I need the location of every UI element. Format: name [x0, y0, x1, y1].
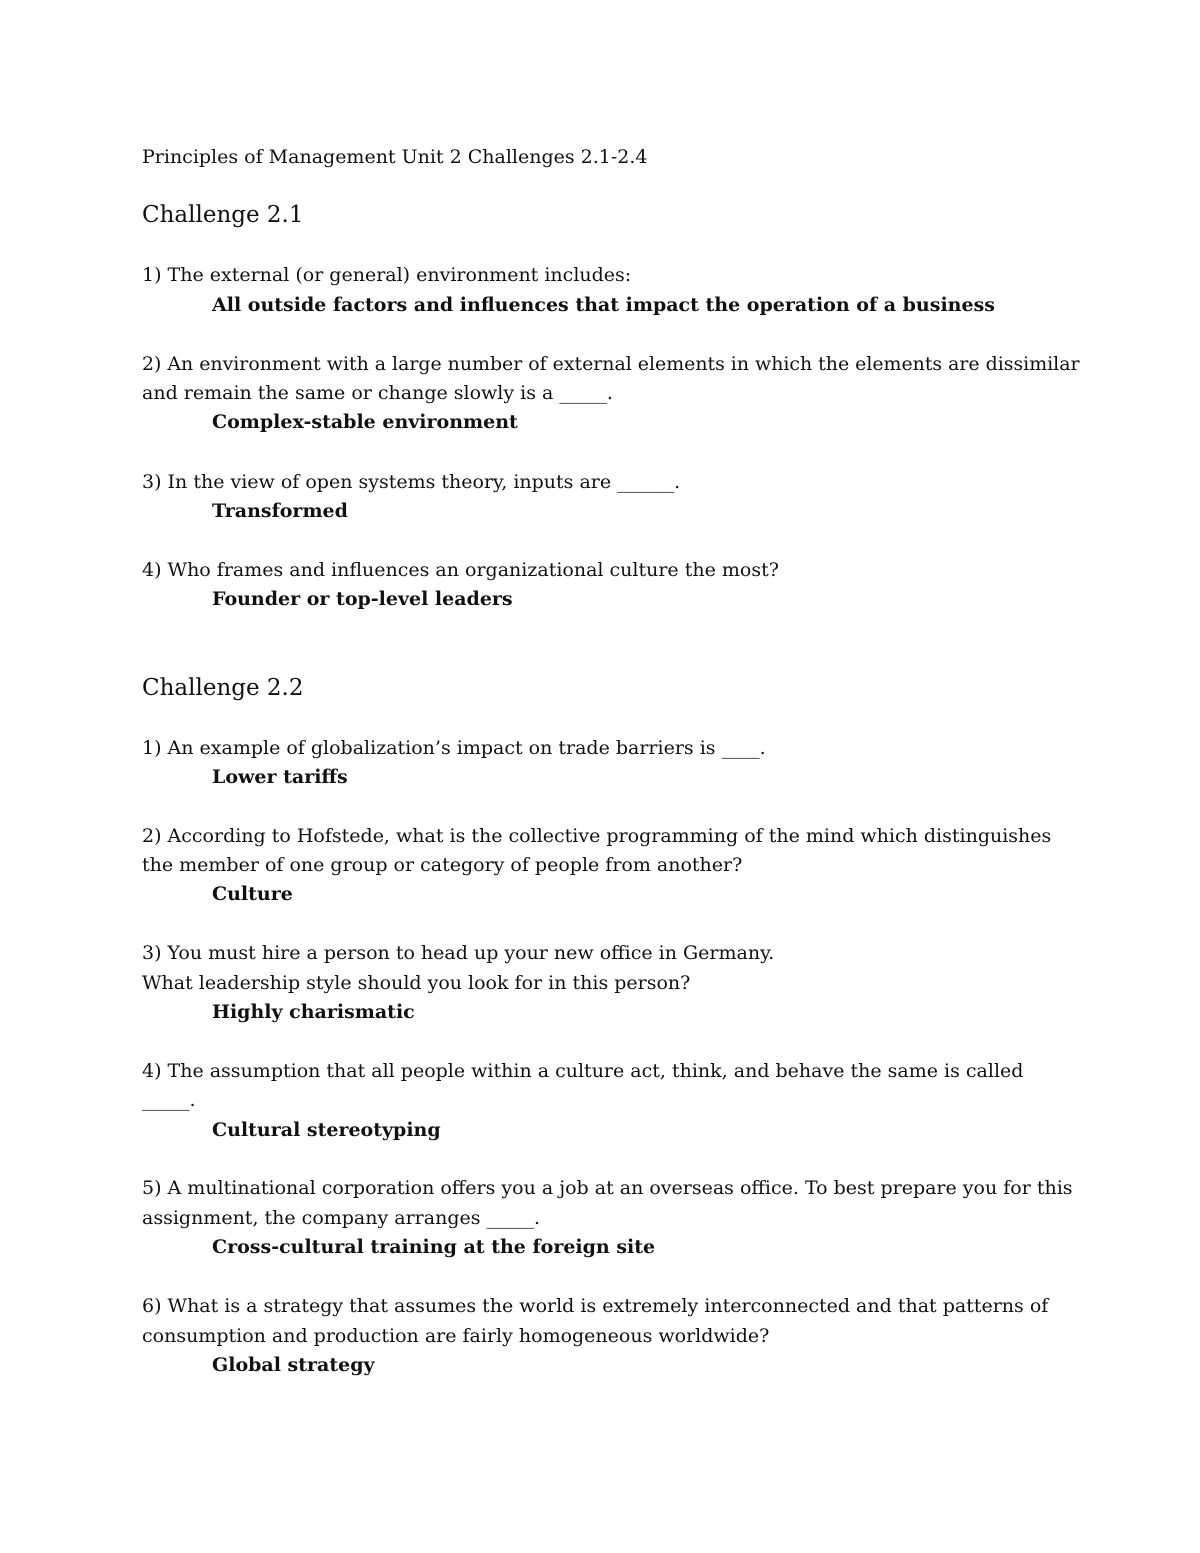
answer-2-2-6: Global strategy	[212, 1354, 375, 1376]
answer-2-1-2: Complex-stable environment	[212, 411, 518, 433]
question-2-2-3-line-2: What leadership style should you look for in this person?	[142, 972, 691, 994]
question-2-2-4-line-1: 4) The assumption that all people within a culture act, think, and behave the same is called	[142, 1060, 1024, 1082]
section-heading-challenge-2-2: Challenge 2.2	[142, 675, 304, 701]
answer-2-2-1: Lower tariffs	[212, 766, 348, 788]
question-2-2-6-line-1: 6) What is a strategy that assumes the world is extremely interconnected and that patterns of	[142, 1295, 1049, 1317]
answer-2-2-5: Cross-cultural training at the foreign site	[212, 1236, 656, 1258]
question-2-2-5-line-1: 5) A multinational corporation offers you a job at an overseas office. To best prepare you for this	[142, 1177, 1073, 1199]
question-2-2-3-line-1: 3) You must hire a person to head up your new office in Germany.	[142, 942, 775, 964]
question-2-2-2-line-2: the member of one group or category of people from another?	[142, 854, 743, 876]
answer-2-1-1: All outside factors and influences that impact the operation of a business	[212, 294, 995, 316]
question-2-2-5-line-2: assignment, the company arranges _____.	[142, 1207, 541, 1229]
question-2-1-4-line-1: 4) Who frames and influences an organizational culture the most?	[142, 559, 779, 581]
answer-2-2-4: Cultural stereotyping	[212, 1119, 441, 1141]
document-title: Principles of Management Unit 2 Challenges 2.1-2.4	[142, 146, 648, 168]
answer-2-1-3: Transformed	[212, 500, 348, 522]
question-2-1-2-line-1: 2) An environment with a large number of external elements in which the elements are dissimilar	[142, 353, 1080, 375]
question-2-1-3-line-1: 3) In the view of open systems theory, inputs are ______.	[142, 471, 681, 493]
answer-2-1-4: Founder or top-level leaders	[212, 588, 513, 610]
question-2-2-6-line-2: consumption and production are fairly homogeneous worldwide?	[142, 1325, 770, 1347]
section-heading-challenge-2-1: Challenge 2.1	[142, 202, 304, 228]
answer-2-2-2: Culture	[212, 883, 293, 905]
question-2-2-2-line-1: 2) According to Hofstede, what is the collective programming of the mind which distinguishes	[142, 825, 1052, 847]
question-2-2-1-line-1: 1) An example of globalization’s impact on trade barriers is ____.	[142, 737, 766, 759]
question-2-1-1-line-1: 1) The external (or general) environment includes:	[142, 264, 632, 286]
question-2-2-4-line-2: _____.	[142, 1089, 196, 1111]
question-2-1-2-line-2: and remain the same or change slowly is a _____.	[142, 382, 613, 404]
answer-2-2-3: Highly charismatic	[212, 1001, 415, 1023]
